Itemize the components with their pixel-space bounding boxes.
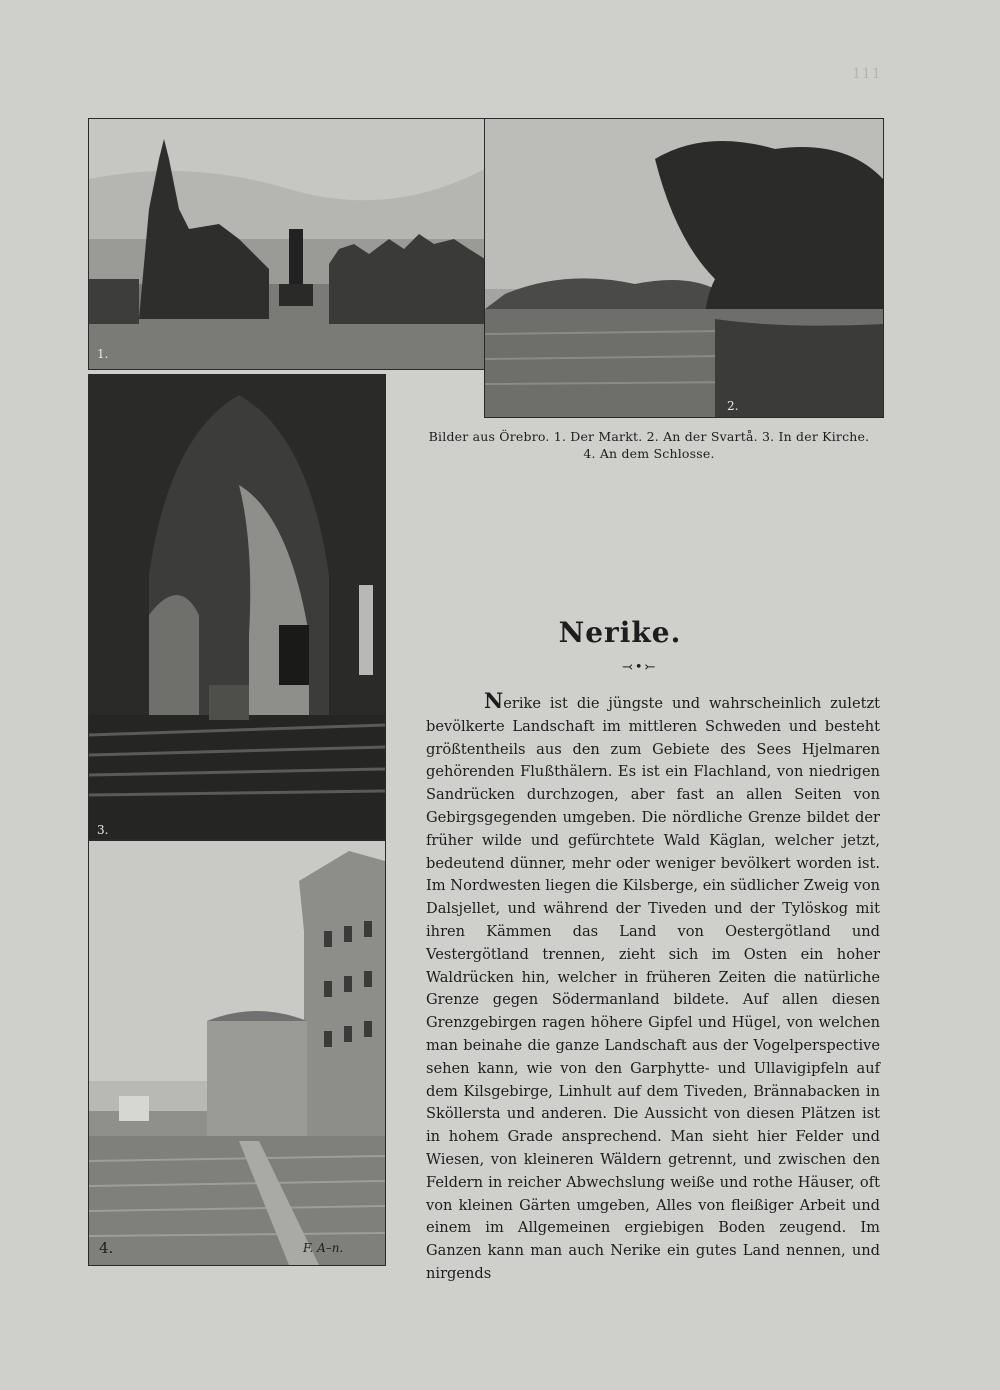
figure-caption xyxy=(414,428,884,462)
artist-signature: F. A–n. xyxy=(303,1241,344,1255)
section-title: Nerike. xyxy=(558,616,682,649)
figure-market-engraving xyxy=(88,118,486,370)
figure-number: 1. xyxy=(97,347,109,361)
caption-line: Bilder aus Örebro. 1. Der Markt. 2. An der Svartå. 3. In der Kirche. xyxy=(428,429,870,444)
paragraph-text: erike ist die jüngste und wahrscheinlich zuletzt bevölkerte Landschaft im mittleren Schweden und besteht größtentheils aus den zum Gebiete des Sees Hjelmaren gehörenden Flußthälern. Es ist ein Flachland, von niedrigen Sandrücken durchzogen, aber fast an allen Seiten von Gebirgsgegenden umgeben. Die nördliche Grenze bildet der früher wilde und gefürchtete Wald Käglan, welcher jetzt, bedeutend dünner, mehr oder weniger bevölkert worden ist. Im Nordwesten liegen die Kilsberge, ein südlicher Zweig von Dalsjellet, und während der Tiveden und der Tylöskog mit ihren Kämmen das Land von Oestergötland und Vestergötland trennen, zieht sich im Osten ein hoher Waldrücken hin, welcher in früheren Zeiten die natürliche Grenze gegen Södermanland bildete. Auf allen diesen Grenzgebirgen ragen höhere Gipfel und Hügel, von welchen man beinahe die ganze Landschaft aus der Vogelperspective sehen kann, wie von den Garphytte- und Ullavigipfeln auf dem Kilsgebirge, Linhult auf dem Tiveden, Brännabacken in Sköllersta und anderen. Die Aussicht von diesen Plätzen ist in hohem Grade ansprechend. Man sieht hier Felder und Wiesen, von kleineren Wäldern getrennt, und zwischen den Feldern in reicher Abwechslung weiße und rothe Häuser, oft von kleinen Gärten umgeben, Alles von fleißiger Arbeit und einem im Allgemeinen ergiebigen Boden zeugend. Im Ganzen kann man auch Nerike ein gutes Land nennen, und nirgends xyxy=(426,695,880,1282)
title-ornament: ⤙•⤚ xyxy=(622,660,658,675)
figure-church-interior-engraving xyxy=(88,374,386,840)
figure-castle-engraving xyxy=(88,840,386,1266)
body-paragraph xyxy=(426,690,880,1286)
figure-river-engraving xyxy=(484,118,884,418)
caption-line: 4. An dem Schlosse. xyxy=(583,446,715,461)
page-number: 111 xyxy=(852,66,882,82)
drop-initial: N xyxy=(484,688,504,713)
figure-number: 4. xyxy=(99,1239,114,1257)
figure-number: 2. xyxy=(727,399,739,413)
figure-number: 3. xyxy=(97,823,109,837)
